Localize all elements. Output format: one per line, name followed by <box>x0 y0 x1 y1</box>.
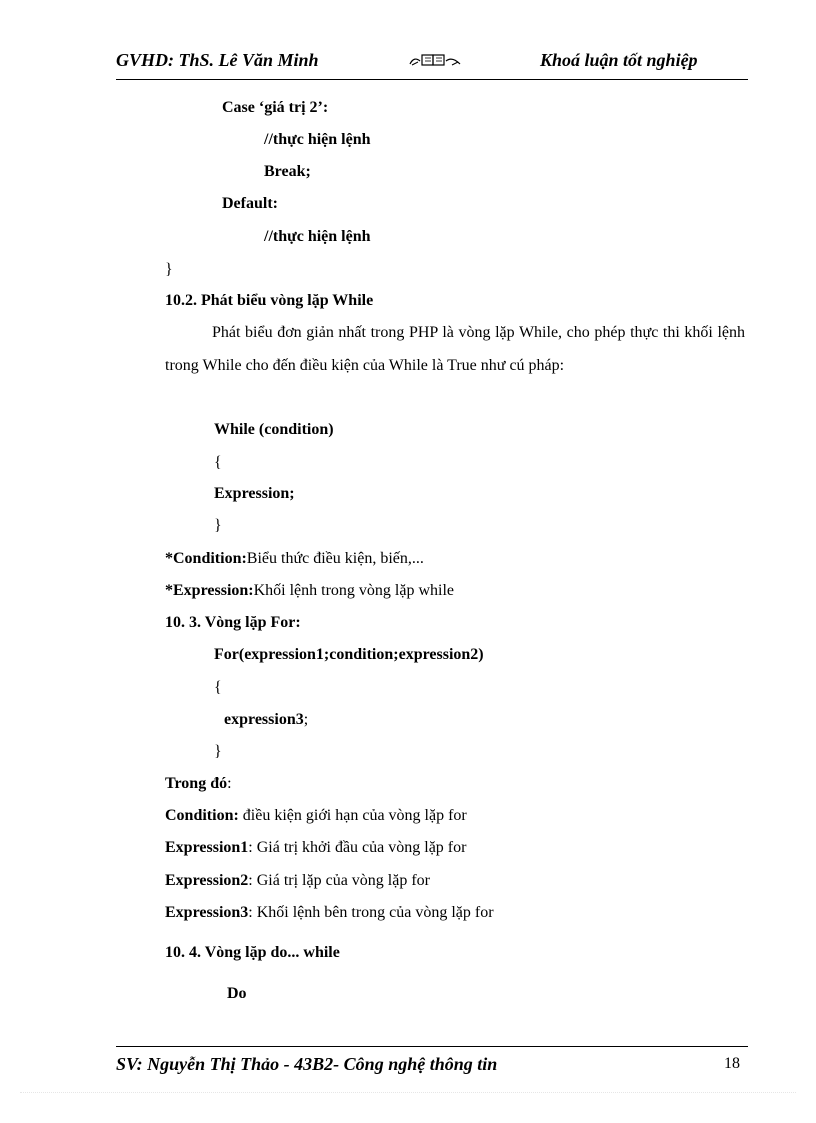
condition-note: *Condition:Biểu thức điều kiện, biến,... <box>165 550 424 567</box>
page-number: 18 <box>724 1055 740 1072</box>
heading-do-while: 10. 4. Vòng lặp do... while <box>165 944 340 961</box>
header-supervisor: GVHD: ThS. Lê Văn Minh <box>116 50 319 70</box>
expression1-def: Expression1: Giá trị khởi đầu của vòng lặp for <box>165 839 467 856</box>
code-comment-1: //thực hiện lệnh <box>264 131 371 148</box>
condition-def: Condition: điều kiện giới hạn của vòng lặp for <box>165 807 467 824</box>
code-comment-2: //thực hiện lệnh <box>264 228 371 245</box>
code-expression3: expression3; <box>224 711 309 728</box>
code-close-brace-1: } <box>214 517 222 534</box>
code-do: Do <box>227 985 247 1002</box>
expression-note: *Expression:Khối lệnh trong vòng lặp while <box>165 582 455 599</box>
header-rule <box>116 79 748 80</box>
heading-for: 10. 3. Vòng lặp For: <box>165 614 301 631</box>
header-title: Khoá luận tốt nghiệp <box>540 50 698 70</box>
code-open-brace-1: { <box>214 454 222 471</box>
code-case-2: Case ‘giá trị 2’: <box>222 99 329 116</box>
heading-while: 10.2. Phát biểu vòng lặp While <box>165 292 374 309</box>
code-open-brace-2: { <box>214 679 222 696</box>
code-expression: Expression; <box>214 485 295 502</box>
footer-student: SV: Nguyễn Thị Thảo - 43B2- Công nghệ thông tin <box>116 1054 498 1074</box>
trong-do-label: Trong đó: <box>165 775 232 792</box>
code-for-syntax: For(expression1;condition;expression2) <box>214 646 484 663</box>
code-while-syntax: While (condition) <box>214 421 334 438</box>
code-default: Default: <box>222 195 278 212</box>
expression2-def: Expression2: Giá trị lặp của vòng lặp for <box>165 872 430 889</box>
footer-rule <box>116 1046 748 1047</box>
page-bottom-dots <box>20 1092 796 1093</box>
while-paragraph: Phát biểu đơn giản nhất trong PHP là vòng lặp While, cho phép thực thi khối lệnh trong While cho đến điều kiện của While là True như cú pháp: <box>165 324 745 374</box>
code-break: Break; <box>264 163 311 180</box>
code-close-brace: } <box>165 261 173 278</box>
expression3-def: Expression3: Khối lệnh bên trong của vòng lặp for <box>165 904 494 921</box>
open-book-ornament-icon <box>408 52 462 68</box>
code-close-brace-2: } <box>214 743 222 760</box>
